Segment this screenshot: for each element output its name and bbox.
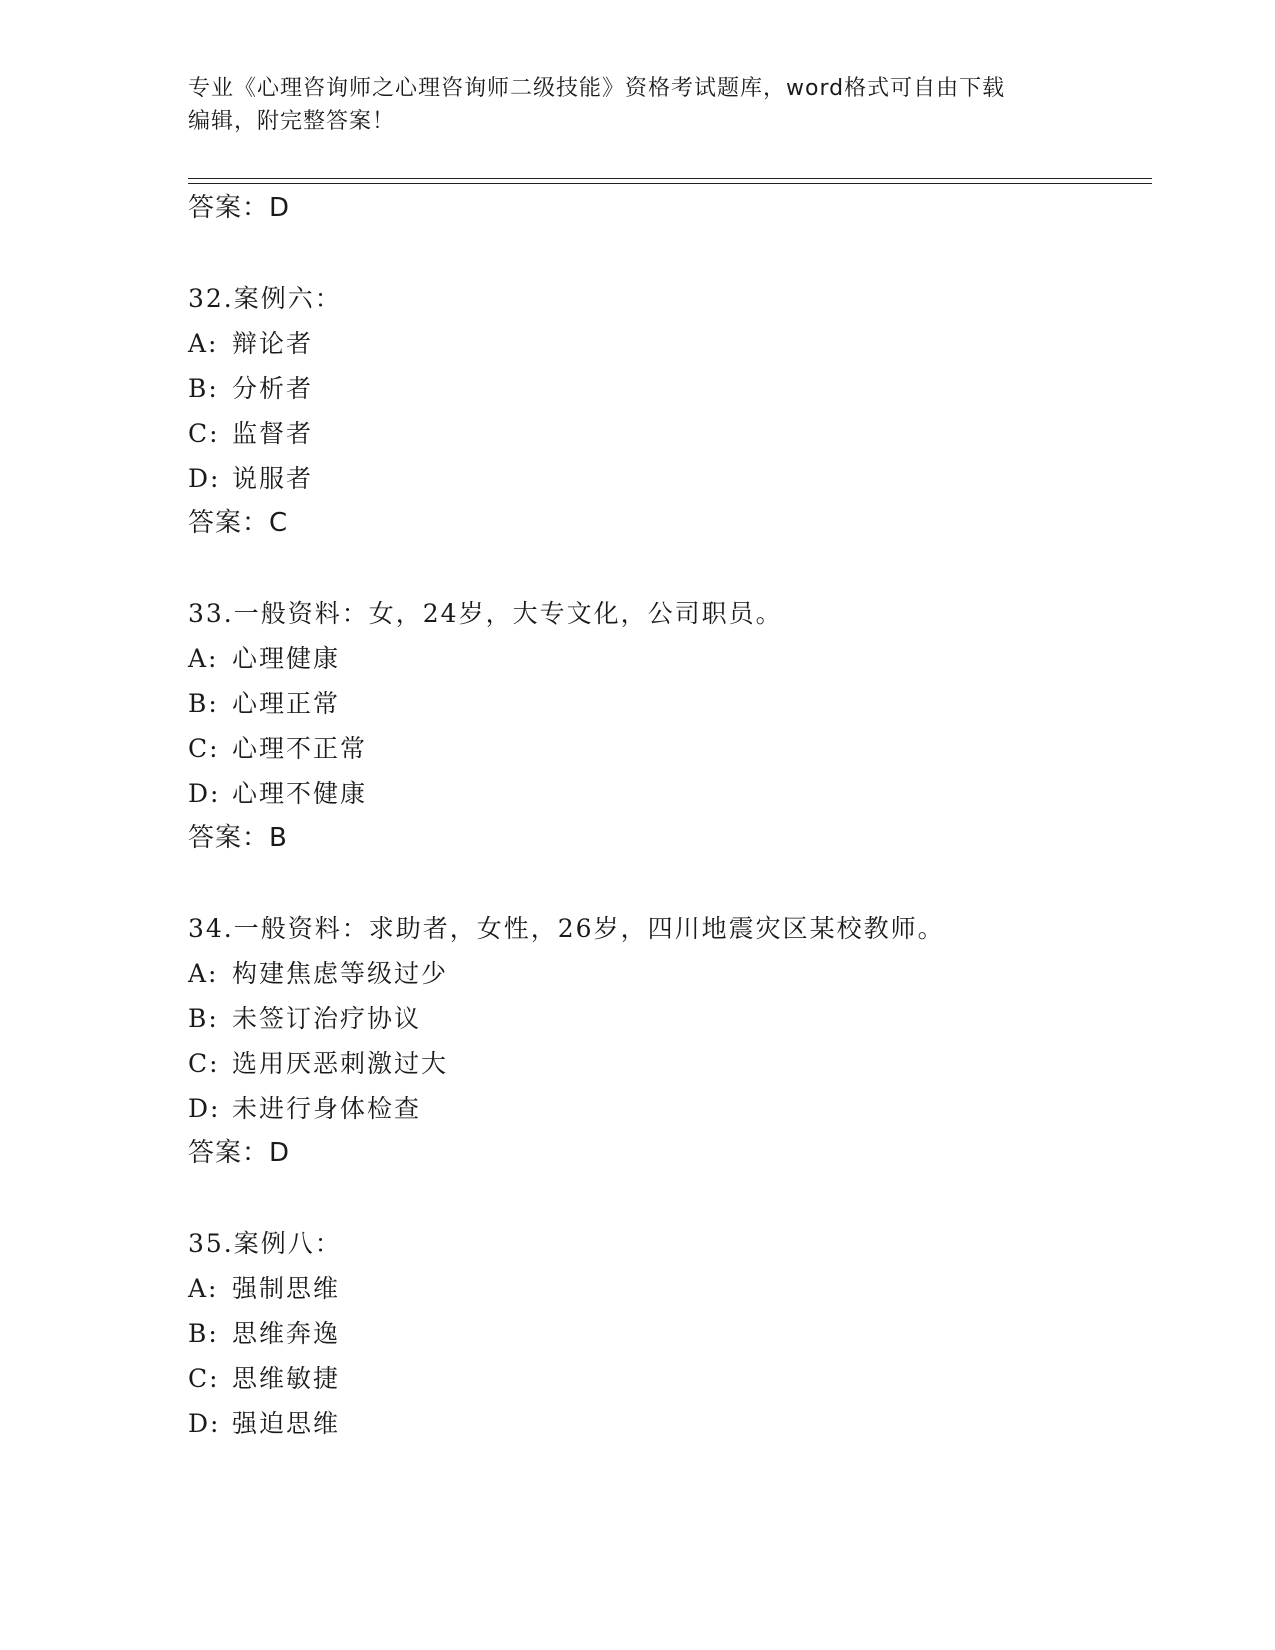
- question-block: [188, 906, 1148, 1176]
- option-key: C:: [188, 1049, 220, 1078]
- option-d: [188, 771, 1148, 816]
- question-title: 35.案例八：: [188, 1229, 342, 1258]
- answer-line: 答案：D: [188, 193, 291, 223]
- spacer: [188, 1176, 1148, 1221]
- header-rule-bottom: [188, 183, 1152, 184]
- option-c: [188, 411, 1148, 456]
- option-b: [188, 681, 1148, 726]
- option-text: 心理健康: [232, 644, 341, 673]
- spacer: [188, 231, 1148, 276]
- option-text: 未签订治疗协议: [232, 1004, 422, 1033]
- question-title: 33.一般资料：女，24岁，大专文化，公司职员。: [188, 599, 783, 628]
- question-block: [188, 276, 1148, 546]
- option-key: B:: [188, 1004, 219, 1033]
- option-text: 思维敏捷: [232, 1364, 341, 1393]
- option-text: 未进行身体检查: [232, 1094, 422, 1123]
- option-key: A:: [188, 329, 219, 358]
- option-text: 思维奔逸: [232, 1319, 341, 1348]
- question-title: 34.一般资料：求助者，女性，26岁，四川地震灾区某校教师。: [188, 914, 945, 943]
- option-key: C:: [188, 1364, 220, 1393]
- header-line-1: 专业《心理咨询师之心理咨询师二级技能》资格考试题库，word格式可自由下载: [188, 76, 1006, 101]
- question-block: [188, 1221, 1148, 1446]
- option-text: 辩论者: [232, 329, 314, 358]
- option-key: A:: [188, 644, 219, 673]
- option-c: [188, 726, 1148, 771]
- option-a: [188, 321, 1148, 366]
- question-list: [188, 186, 1148, 1446]
- spacer: [188, 861, 1148, 906]
- answer-line: 答案：B: [188, 823, 288, 853]
- option-key: C:: [188, 734, 220, 763]
- question-title: 32.案例六：: [188, 284, 342, 313]
- answer-line: 答案：D: [188, 1138, 291, 1168]
- option-text: 选用厌恶刺激过大: [232, 1049, 449, 1078]
- option-d: [188, 1401, 1148, 1446]
- option-c: [188, 1356, 1148, 1401]
- option-key: D:: [188, 1094, 221, 1123]
- option-b: [188, 366, 1148, 411]
- option-key: B:: [188, 1319, 219, 1348]
- header-rule-top: [188, 178, 1152, 179]
- option-key: D:: [188, 779, 221, 808]
- option-key: D:: [188, 464, 221, 493]
- option-key: C:: [188, 419, 220, 448]
- option-text: 强迫思维: [232, 1409, 341, 1438]
- answer-line: 答案：C: [188, 508, 289, 538]
- option-a: [188, 951, 1148, 996]
- option-d: [188, 1086, 1148, 1131]
- option-key: A:: [188, 959, 219, 988]
- option-text: 强制思维: [232, 1274, 341, 1303]
- option-b: [188, 1311, 1148, 1356]
- option-b: [188, 996, 1148, 1041]
- option-text: 分析者: [232, 374, 314, 403]
- option-text: 监督者: [232, 419, 314, 448]
- header-line-2: 编辑，附完整答案！: [188, 109, 396, 134]
- option-text: 心理不健康: [232, 779, 368, 808]
- spacer: [188, 546, 1148, 591]
- option-text: 心理不正常: [232, 734, 368, 763]
- document-header: [188, 72, 1088, 138]
- option-key: D:: [188, 1409, 221, 1438]
- option-d: [188, 456, 1148, 501]
- option-a: [188, 636, 1148, 681]
- option-text: 构建焦虑等级过少: [232, 959, 449, 988]
- option-a: [188, 1266, 1148, 1311]
- option-key: B:: [188, 374, 219, 403]
- option-text: 说服者: [232, 464, 314, 493]
- option-c: [188, 1041, 1148, 1086]
- option-key: A:: [188, 1274, 219, 1303]
- option-text: 心理正常: [232, 689, 341, 718]
- question-block: [188, 591, 1148, 861]
- option-key: B:: [188, 689, 219, 718]
